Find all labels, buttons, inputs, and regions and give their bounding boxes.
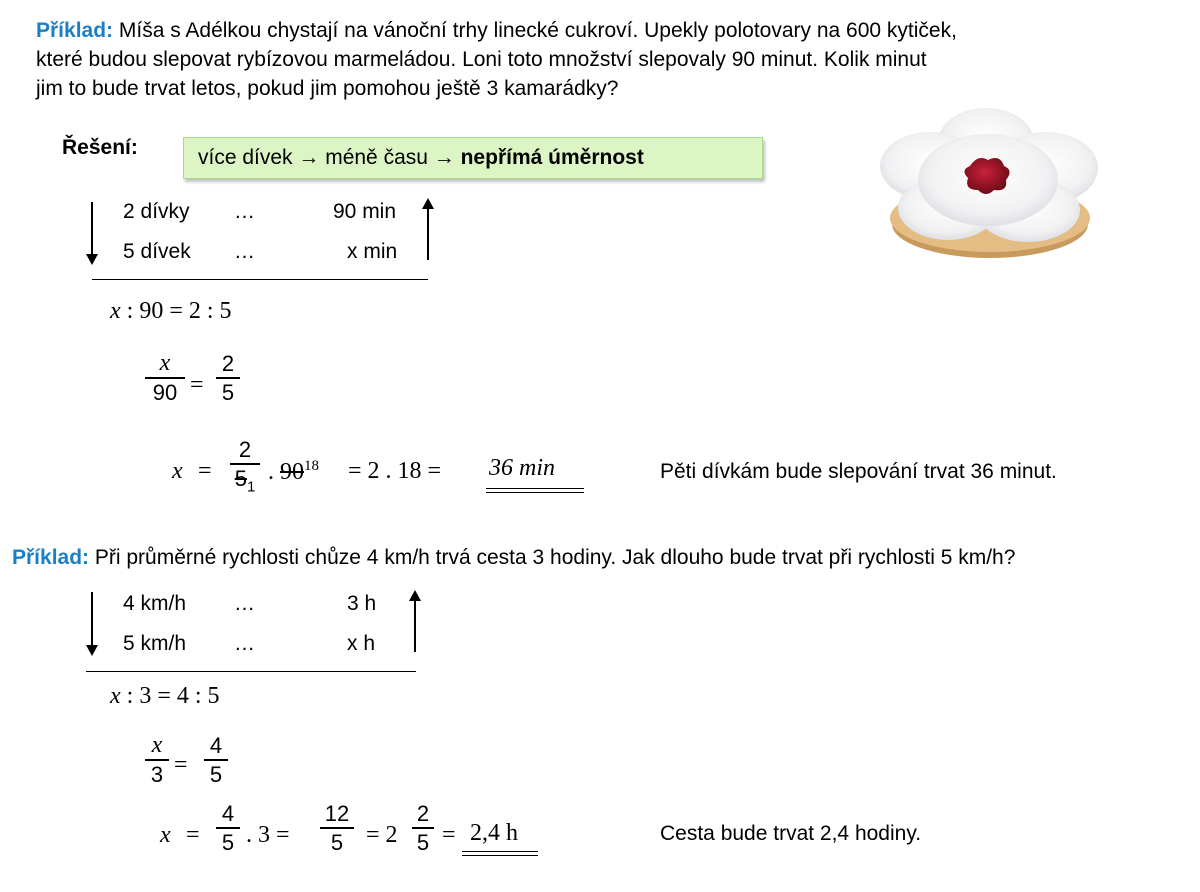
ex1-eq3-equals: = [198, 458, 212, 484]
ex1-eq1: x : 90 = 2 : 5 [110, 298, 232, 324]
ex2-row1-b: 3 h [347, 592, 377, 615]
ex2-down-arrow-line [91, 592, 93, 652]
ex2-row2-dots: … [234, 632, 255, 655]
example2-line [12, 546, 1015, 570]
ex2-row1-dots: … [234, 592, 255, 615]
ex1-result: 36 min [489, 455, 555, 481]
ex1-row2-a: 5 dívek [123, 240, 191, 263]
ex1-eq3-middle: = 2 . 18 = [348, 458, 442, 484]
ex2-row2-b: x h [347, 632, 376, 655]
ex2-up-arrow-icon [408, 590, 422, 602]
down-arrow-icon [85, 254, 99, 266]
ex2-eq3-fraction3: 2 5 [412, 800, 434, 856]
example1-line1 [36, 16, 957, 45]
ex1-eq3-multiplication: . $90^{18}$ [268, 458, 319, 485]
ex1-eq2-equals: = [190, 372, 204, 398]
hint-bold: nepřímá úměrnost [460, 146, 644, 169]
ex1-eq3-fraction: 2 $5_1$ [230, 436, 260, 500]
ex2-eq3-mid1: . 3 = [246, 822, 290, 848]
ex2-row2-a: 5 km/h [123, 632, 187, 655]
ex2-eq3-mid2: = 2 [366, 822, 398, 848]
ex2-up-arrow-line [414, 600, 416, 652]
ex1-eq2-right-fraction: 2 5 [216, 350, 240, 406]
ex2-eq3-fraction2: 12 5 [320, 800, 354, 856]
ex1-row1-b: 90 min [333, 200, 397, 223]
ex2-result-underline [462, 851, 538, 856]
ex2-eq3-equals-last: = [442, 822, 456, 848]
example2-text: Při průměrné rychlosti chůze 4 km/h trvá cesta 3 hodiny. Jak dlouho bude trvat při rychlosti 5 km/h? [94, 546, 1016, 569]
ex2-eq2-left-fraction: x 3 [145, 732, 169, 788]
ex1-row2-b: x min [347, 240, 398, 263]
ex1-eq3-x: x [172, 458, 183, 484]
ex1-answer: Pěti dívkám bude slepování trvat 36 minut. [660, 460, 1057, 483]
ex2-table-rule [86, 671, 416, 672]
hint-plain: více dívek → méně času → [198, 146, 461, 169]
solution-label: Řešení: [62, 136, 138, 159]
ex2-eq1: x : 3 = 4 : 5 [110, 683, 220, 709]
example2-label: Příklad: [12, 546, 90, 569]
example1-label: Příklad: [36, 19, 114, 42]
example1-text-line3: jim to bude trvat letos, pokud jim pomohou ještě 3 kamarádky? [36, 77, 619, 100]
ex1-row1-a: 2 dívky [123, 200, 190, 223]
ex2-row1-a: 4 km/h [123, 592, 187, 615]
ex1-eq2-left-fraction: x 90 [145, 350, 185, 406]
ex2-down-arrow-icon [85, 645, 99, 657]
ex2-eq3-equals: = [186, 822, 200, 848]
ex1-row2-dots: … [234, 240, 255, 263]
ex2-eq2-equals: = [174, 752, 188, 778]
hint-box [183, 137, 763, 179]
ex2-eq3-fraction1: 4 5 [216, 800, 240, 856]
ex1-row1-dots: … [234, 200, 255, 223]
up-arrow-icon [421, 198, 435, 210]
example1-text-line1: Míša s Adélkou chystají na vánoční trhy linecké cukroví. Upekly polotovary na 600 kytiček, [118, 19, 957, 42]
ex1-result-underline [486, 488, 584, 493]
ex1-table-rule [92, 279, 428, 280]
up-arrow-line [427, 208, 429, 260]
down-arrow-line [91, 202, 93, 260]
ex2-answer: Cesta bude trvat 2,4 hodiny. [660, 822, 922, 845]
ex2-result: 2,4 h [470, 820, 518, 846]
ex2-eq2-right-fraction: 4 5 [204, 732, 228, 788]
example1-text-line2: které budou slepovat rybízovou marmeládou. Loni toto množství slepovaly 90 minut. Kolik minut [36, 48, 927, 71]
ex2-eq3-x: x [160, 822, 171, 848]
cookie-image [868, 104, 1106, 264]
